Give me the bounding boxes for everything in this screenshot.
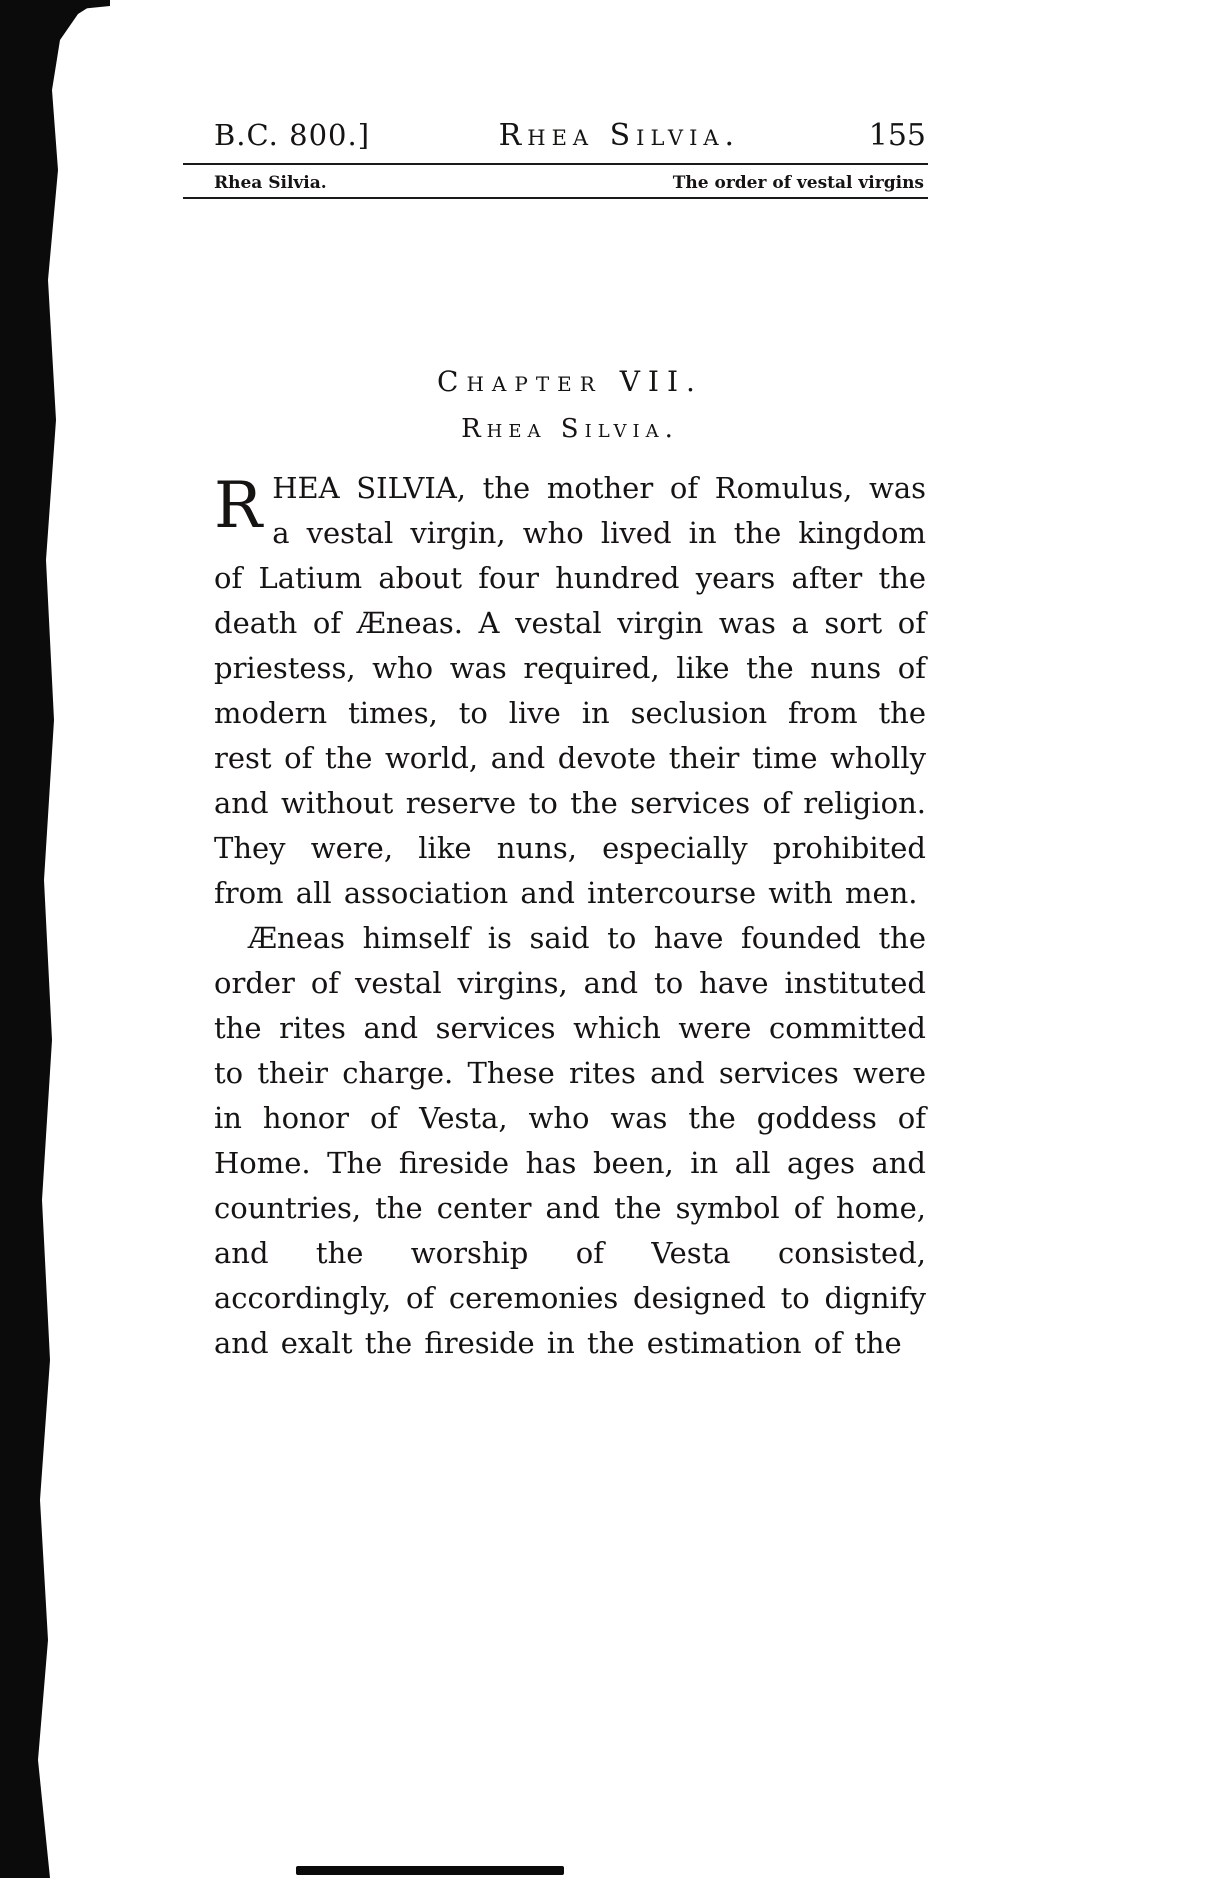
subheader-right: The order of vestal virgins [672,173,924,193]
header-rule-bottom [183,197,928,199]
chapter-heading: Chapter VII. [437,365,703,398]
paragraph-1 [214,466,926,916]
subheader-left: Rhea Silvia. [214,173,327,193]
header-rule-top [183,163,928,165]
paragraph-2: Æneas himself is said to have founded the order of vestal virgins, and to have instituted the rites and services which were committed to their charge. These rites and services were in honor of Vesta, who was the goddess of Home. The fireside has been, in all ages and countries, the center and the symbol of home, and the worship of Vesta consisted, accordingly, of ceremonies designed to dignify and exalt the fireside in the estimation of the [214,921,926,1360]
subheader-row [214,173,926,193]
drop-cap: R [214,469,263,543]
header-date: B.C. 800.] [214,118,371,152]
header-title: Rhea Silvia. [498,118,741,153]
scan-bottom-artifact [296,1866,564,1875]
paragraph-1-text: HEA SILVIA, the mother of Romulus, was a vestal virgin, who lived in the kingdom of Latium about four hundred years after the death of Æneas. A vestal virgin was a sort of priestess, who was required, like the nuns of modern times, to live in seclusion from the rest of the world, and devote their time wholly and without reserve to the services of religion. They were, like nuns, especially prohibited from all association and intercourse with men. [214,471,926,910]
scan-edge-artifact [0,0,110,1878]
chapter-subtitle: Rhea Silvia. [461,414,679,444]
page-number: 155 [868,118,926,153]
page-content [214,118,926,1366]
running-header [214,118,926,153]
